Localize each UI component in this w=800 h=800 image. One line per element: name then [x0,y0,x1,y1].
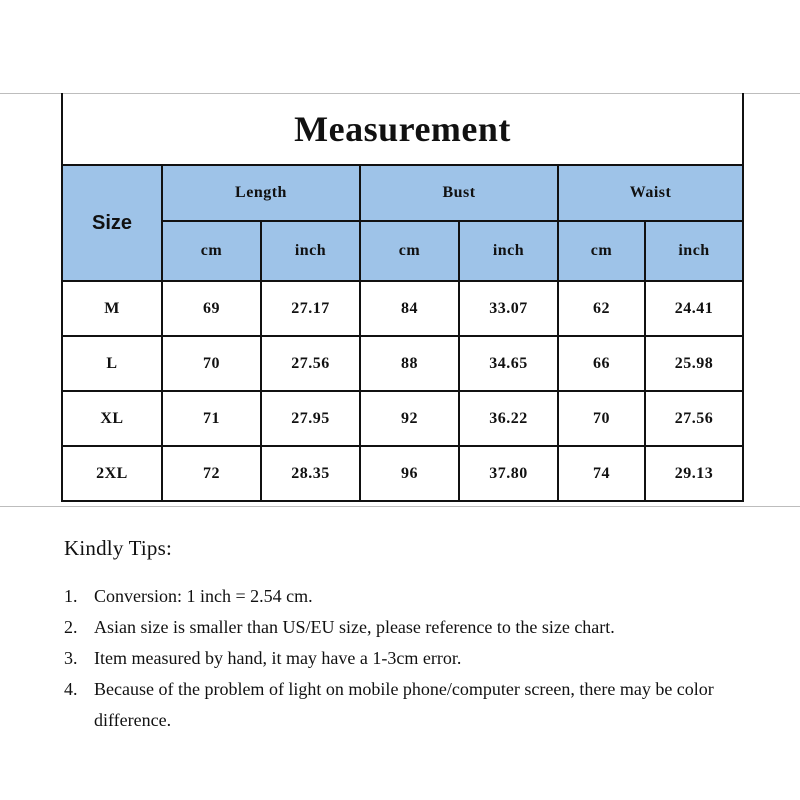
table-cell: 96 [360,446,459,501]
table-row [62,281,743,336]
table-cell: 27.17 [261,281,360,336]
bust-header: Bust [360,165,558,221]
table-cell: 74 [558,446,645,501]
waist-header: Waist [558,165,743,221]
unit-header: inch [261,221,360,281]
table-cell: 27.95 [261,391,360,446]
unit-header: cm [360,221,459,281]
tip-text: Item measured by hand, it may have a 1-3cm error. [94,648,462,668]
table-cell: 27.56 [645,391,743,446]
size-chart [61,93,744,502]
table-cell: 28.35 [261,446,360,501]
kindly-tips [64,536,764,736]
list-item [64,674,764,736]
size-header: Size [62,165,162,281]
tip-text: Asian size is smaller than US/EU size, please reference to the size chart. [94,617,615,637]
table-cell: 33.07 [459,281,558,336]
tips-list [64,581,764,736]
tip-text: Conversion: 1 inch = 2.54 cm. [94,586,313,606]
table-cell: 25.98 [645,336,743,391]
table-cell: 84 [360,281,459,336]
table-cell: 37.80 [459,446,558,501]
unit-header: cm [162,221,261,281]
tip-number: 1. [64,586,78,606]
table-row [62,446,743,501]
table-cell: 92 [360,391,459,446]
table-cell: 66 [558,336,645,391]
table-cell: 72 [162,446,261,501]
table-cell: 34.65 [459,336,558,391]
size-cell: XL [62,391,162,446]
table-cell: 71 [162,391,261,446]
table-cell: 70 [162,336,261,391]
size-cell: 2XL [62,446,162,501]
bottom-divider [0,506,800,507]
table-cell: 24.41 [645,281,743,336]
list-item [64,612,764,643]
tip-number: 4. [64,679,78,699]
table-cell: 36.22 [459,391,558,446]
table-cell: 29.13 [645,446,743,501]
size-cell: L [62,336,162,391]
size-table [61,93,744,502]
table-row [62,336,743,391]
tip-text: Because of the problem of light on mobile phone/computer screen, there may be color difference. [94,679,714,730]
table-cell: 27.56 [261,336,360,391]
table-cell: 69 [162,281,261,336]
list-item [64,581,764,612]
tip-number: 3. [64,648,78,668]
length-header: Length [162,165,360,221]
table-cell: 62 [558,281,645,336]
size-cell: M [62,281,162,336]
tip-number: 2. [64,617,78,637]
table-cell: 88 [360,336,459,391]
table-row [62,391,743,446]
unit-header: inch [645,221,743,281]
tips-title: Kindly Tips: [64,536,173,560]
table-title: Measurement [62,94,743,166]
list-item [64,643,764,674]
unit-header: cm [558,221,645,281]
unit-header: inch [459,221,558,281]
table-cell: 70 [558,391,645,446]
